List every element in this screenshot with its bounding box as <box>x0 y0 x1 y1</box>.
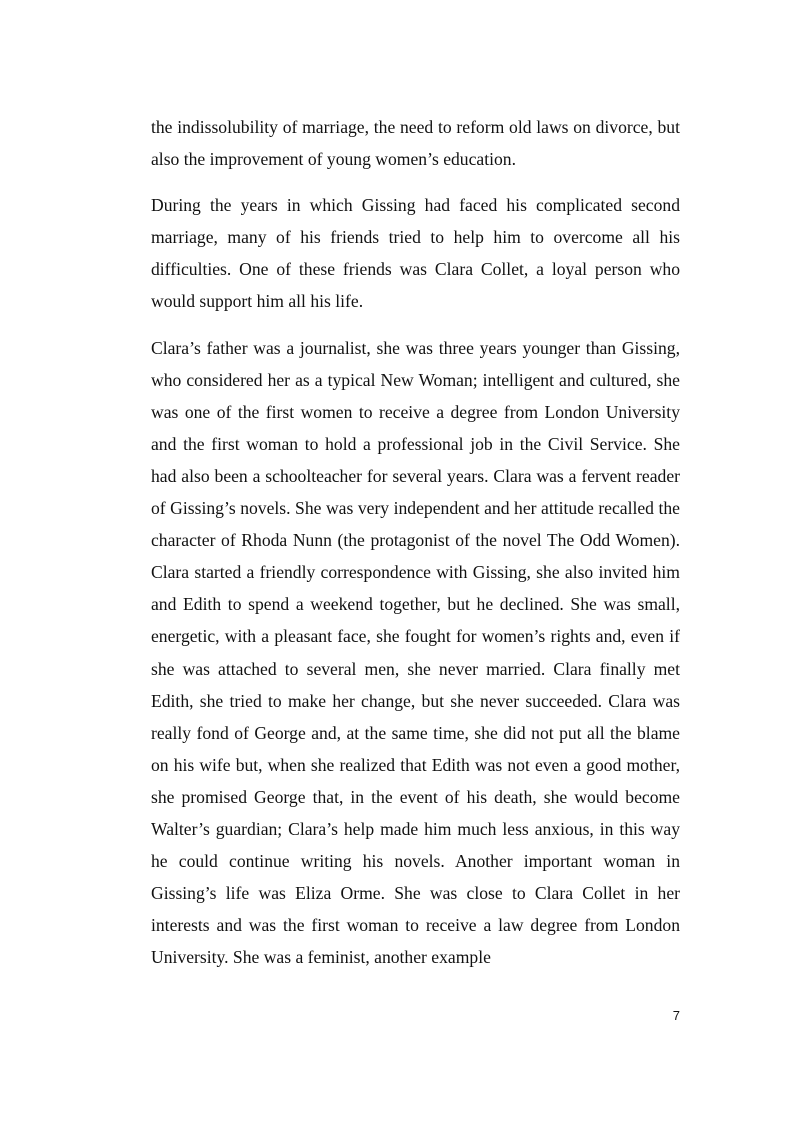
paragraph-clara-collet: Clara’s father was a journalist, she was three years younger than Gissing, who considered her as a typical New Woman; intelligent and cultured, she was one of the first women to receive a degree from London University and the first woman to hold a professional job in the Civil Service. She had also been a schoolteacher for several years. Clara was a fervent reader of Gissing’s novels. She was very independent and her attitude recalled the character of Rhoda Nunn (the protagonist of the novel The Odd Women). Clara started a friendly correspondence with Gissing, she also invited him and Edith to spend a weekend together, but he declined. She was small, energetic, with a pleasant face, she fought for women’s rights and, even if she was attached to several men, she never married. Clara finally met Edith, she tried to make her change, but she never succeeded. Clara was really fond of George and, at the same time, she did not put all the blame on his wife but, when she realized that Edith was not even a good mother, she promised George that, in the event of his death, she would become Walter’s guardian; Clara’s help made him much less anxious, in this way he could continue writing his novels. Another important woman in Gissing’s life was Eliza Orme. She was close to Clara Collet in her interests and was the first woman to receive a law degree from London University. She was a feminist, another example <box>151 337 680 968</box>
page-number: 7 <box>672 1008 680 1023</box>
paragraph-second-marriage-friends: During the years in which Gissing had faced his complicated second marriage, many of his friends tried to help him to overcome all his difficulties. One of these friends was Clara Collet, a loyal person who would support him all his life. <box>151 195 680 312</box>
paragraph-marriage-education: the indissolubility of marriage, the need to reform old laws on divorce, but also the improvement of young women’s education. <box>151 117 680 170</box>
body-text <box>151 111 680 987</box>
